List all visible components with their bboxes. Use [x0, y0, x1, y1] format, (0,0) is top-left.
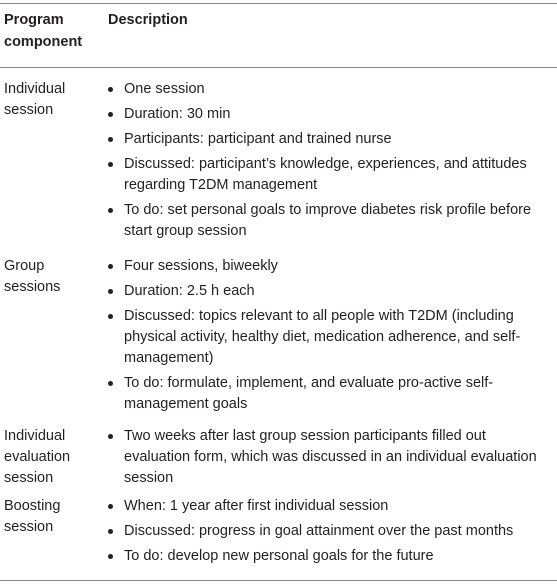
- bullet-icon: [108, 554, 113, 559]
- bullet-icon: [108, 208, 113, 213]
- list-item: Duration: 30 min: [108, 104, 548, 125]
- row-description-boosting-session: [108, 496, 548, 567]
- list-item: To do: formulate, implement, and evaluate pro-active self-management goals: [108, 373, 548, 415]
- row-component-individual-session: Individual session: [4, 81, 66, 118]
- bullet-icon: [108, 137, 113, 142]
- header-bottom-rule: [0, 67, 557, 68]
- list-item: Discussed: progress in goal attainment over the past months: [108, 521, 548, 542]
- list-item: To do: set personal goals to improve diabetes risk profile before start group session: [108, 200, 548, 242]
- header-description: Description: [108, 12, 188, 28]
- table-top-rule: [0, 3, 557, 4]
- row-component-boosting-session: Boosting session: [4, 498, 61, 535]
- bullet-icon: [108, 87, 113, 92]
- list-item: When: 1 year after first individual session: [108, 496, 548, 517]
- list-item: Discussed: topics relevant to all people with T2DM (including physical activity, healthy diet, medication adherence, and self-management): [108, 306, 548, 369]
- list-item: Four sessions, biweekly: [108, 256, 548, 277]
- row-description-individual-session: [108, 79, 548, 242]
- bullet-icon: [108, 112, 113, 117]
- bullet-icon: [108, 381, 113, 386]
- list-item: To do: develop new personal goals for the future: [108, 546, 548, 567]
- row-component-individual-evaluation-session: Individual evaluation session: [4, 428, 71, 486]
- list-item: One session: [108, 79, 548, 100]
- row-component-group-sessions: Group sessions: [4, 258, 61, 295]
- row-description-individual-evaluation-session: [108, 426, 548, 489]
- bullet-icon: [108, 264, 113, 269]
- list-item: Duration: 2.5 h each: [108, 281, 548, 302]
- bullet-icon: [108, 289, 113, 294]
- row-description-group-sessions: [108, 256, 548, 415]
- table-bottom-rule: [0, 580, 557, 581]
- header-program-component: Program component: [4, 12, 83, 50]
- list-item: Discussed: participant’s knowledge, experiences, and attitudes regarding T2DM management: [108, 154, 548, 196]
- bullet-icon: [108, 314, 113, 319]
- bullet-icon: [108, 504, 113, 509]
- list-item: Two weeks after last group session participants filled out evaluation form, which was discussed in an individual evaluation session: [108, 426, 548, 489]
- bullet-icon: [108, 434, 113, 439]
- bullet-icon: [108, 162, 113, 167]
- list-item: Participants: participant and trained nurse: [108, 129, 548, 150]
- bullet-icon: [108, 529, 113, 534]
